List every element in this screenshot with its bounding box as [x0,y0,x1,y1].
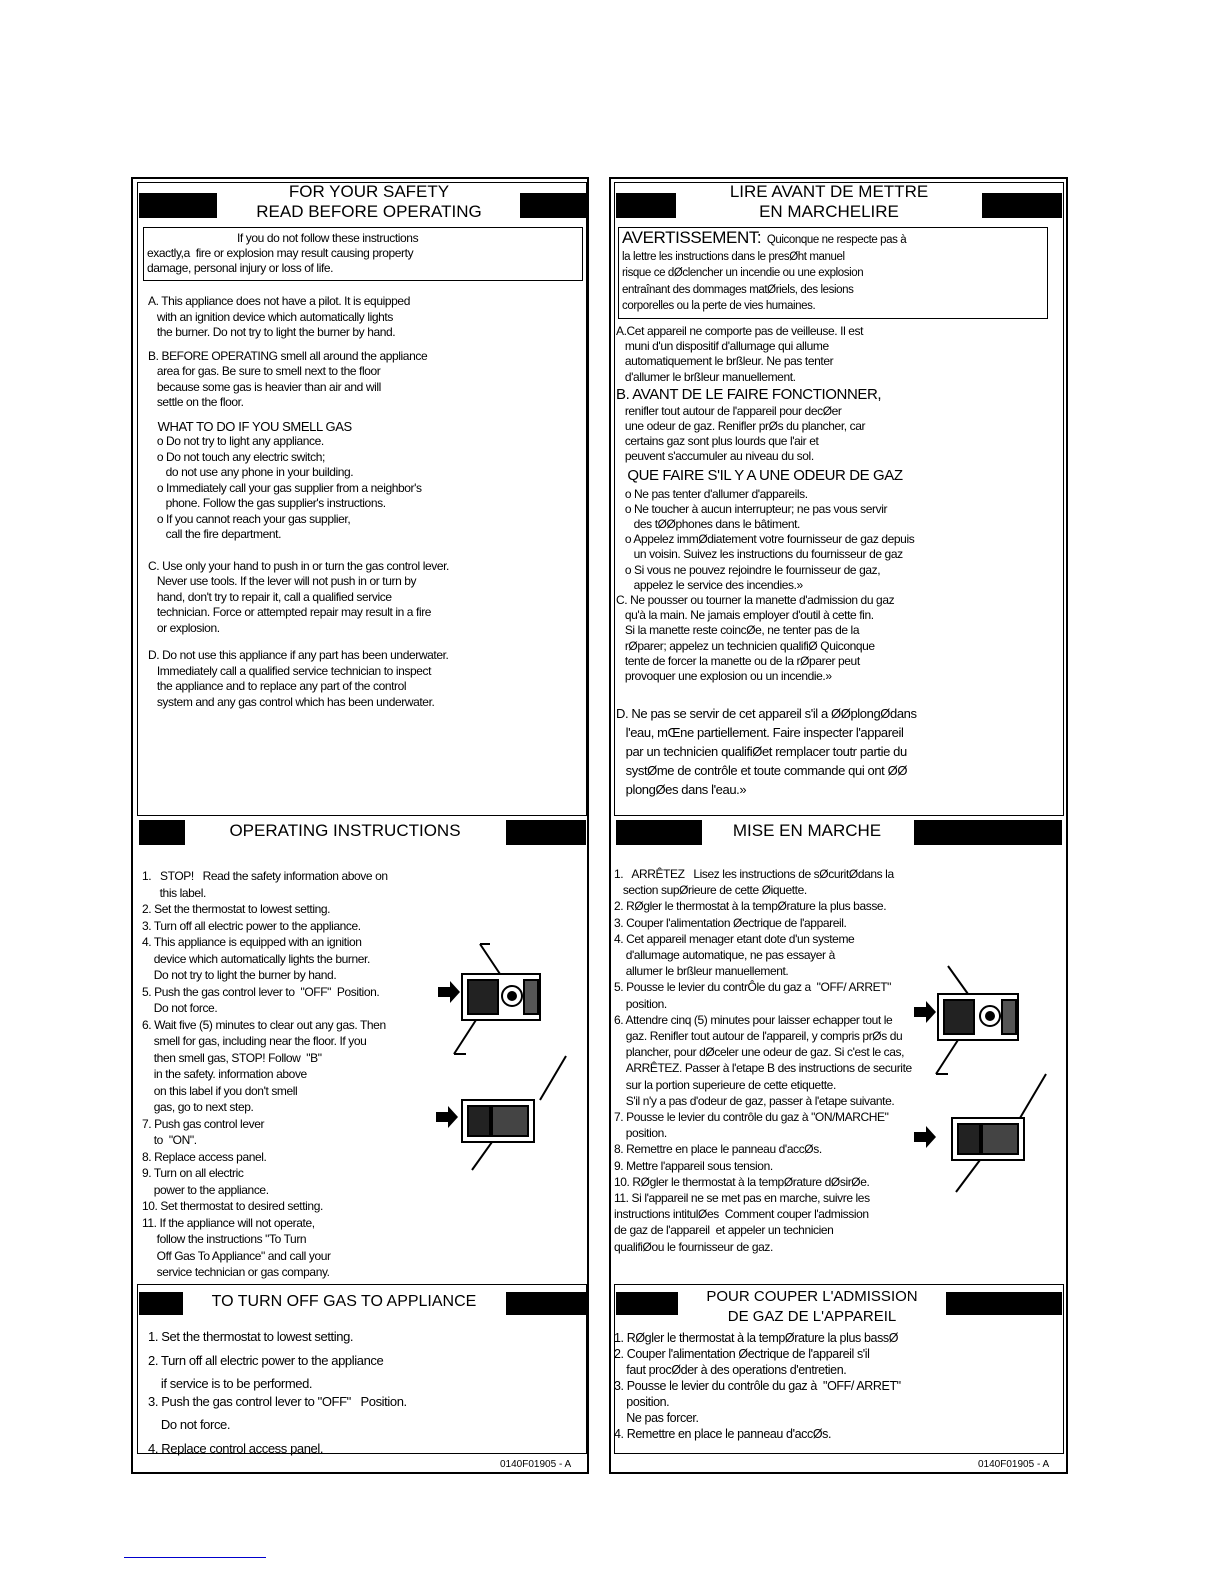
fr-warning-label: AVERTISSEMENT: [622,228,762,247]
fr-turnoff-title: POUR COUPER L'ADMISSION DE GAZ DE L'APPAREIL [706,1288,918,1325]
arrow-icon [436,1106,458,1128]
fr-safety-bar-right [982,193,1062,218]
fr-turnoff-bar-left [616,1292,678,1315]
footnote-separator [124,1557,266,1558]
fr-gas-valve-illustration [912,962,1062,1194]
gas-valve-off-icon [454,944,540,1054]
en-turnoff-bar-left [139,1292,183,1315]
arrow-icon [914,1126,936,1148]
gas-valve-off-icon [936,966,1018,1074]
fr-operating-text: 1. ARRÊTEZ Lisez les instructions de sØcuritØdans la section supØrieure de cette Øiquette. 2. RØgler le thermostat à la tempØrature la plus basse. 3. Couper l'alimentation Øectrique de l'appareil. 4. Cet appareil menager etant dote d'un systeme d'allumage automatique, ne pas essayer à allumer le brßleur manuellement. 5. Pousse le levier du contrÔle du gaz a "OFF/ ARRET" position. 6. Attendre cinq (5) minutes pour laisser echapper tout le gaz. Renifler tout autour de l'appareil, y compris prØs du plancher, pour dØceler une odeur de gaz. Si c'est le cas, ARRÊTEZ. Passer à l'etape B des instructions de securite sur la portion superieure de cette etiquette. S'il n'y a pas d'odeur de gaz, passer à l'etape suivante. 7. Pousse le levier du contrôle du gaz à "ON/MARCHE" position. 8. Remettre en place le panneau d'accØs. 9. Mettre l'appareil sous tension. 10. RØgler le thermostat à la tempØrature dØsirØe. 11. Si l'appareil ne se met pas en marche, suivre les instructions intitulØes Comment couper l'admission de gaz de l'appareil et appeler un technicien qualifiØou le fournisseur de gaz. [614,867,912,1254]
en-operating-bar-right [506,820,586,845]
en-turnoff-text: 1. Set the thermostat to lowest setting. 2. Turn off all electric power to the appliance if service is to be performed. 3. Push the gas control lever to "OFF" Position. Do not force. 4. Replace control access panel. [148,1329,407,1456]
en-safety-text: A. This appliance does not have a pilot. It is equipped with an ignition device which automatically lights the burner. Do not try to light the burner by hand. B. BEFORE OPERATING smell all around the appliance area for gas. Be sure to smell next to the floor because some gas is heavier than air and will settle on the floor. WHAT TO DO IF YOU SMELL GAS o Do not try to light any appliance. o Do not touch any electric switch; do not use any phone in your building. o Immediately call your gas supplier from a neighbor's phone. Follow the gas supplier's instructions. o If you cannot reach your gas supplier, call the fire department. C. Use only your hand to push in or turn the gas control lever. Never use tools. If the lever will not push in or turn by hand, don't try to repair it, call a qualified service technician. Force or attempted repair may result in a fire or explosion. D. Do not use this appliance if any part has been underwater. Immediately call a qualified service technician to inspect the appliance and to replace any part of the control system and any gas control which has been underwater. [148,294,449,709]
fr-turnoff-text: 1. RØgler le thermostat à la tempØrature la plus bassØ 2. Couper l'alimentation Øectrique de l'appareil s'il faut procØder à des operations d'entretien. 3. Pousse le levier du contrôle du gaz à "OFF/ ARRET" position. Ne pas forcer. 4. Remettre en place le panneau d'accØs. [614,1331,901,1441]
en-gas-valve-illustration [432,940,582,1172]
gas-valve-on-icon [952,1074,1046,1192]
en-safety-title: FOR YOUR SAFETY READ BEFORE OPERATING [256,182,482,221]
arrow-icon [914,1001,936,1023]
en-part-code: 0140F01905 - A [500,1459,572,1470]
arrow-icon [438,981,460,1003]
fr-safety-text: A.Cet appareil ne comporte pas de veilleuse. Il est muni d'un dispositif d'allumage qui allume automatiquement le brßleur. Ne pas tenter d'allumer le brßleur manuellement. B. AVANT DE LE FAIRE FONCTIONNER, renifler tout autour de l'appareil pour decØer une odeur de gaz. Renifler prØs du plancher, car certains gaz sont plus lourds que l'air et peuvent s'accumuler au niveau du sol. QUE FAIRE S'IL Y A UNE ODEUR DE GAZ o Ne pas tenter d'allumer d'appareils. o Ne toucher à aucun interrupteur; ne pas vous servir des tØØphones dans le bâtiment. o Appelez immØdiatement votre fournisseur de gaz depuis un voisin. Suivez les instructions du fournisseur de gaz o Si vous ne pouvez rejoindre le fournisseur de gaz, appelez le service des incendies.» C. Ne pousser ou tourner la manette d'admission du gaz qu'à la main. Ne jamais employer d'outil à cette fin. Si la manette reste coincØe, ne tenter pas de la rØparer; appelez un technicien qualifiØ Quiconque tente de forcer la manette ou de la rØparer peut provoquer une explosion ou un incendie.» D. Ne pas se servir de cet appareil s'il a ØØplongØdans l'eau, mŒne partiellement. Faire inspecter l'appareil par un technicien qualifiØet remplacer toutr partie du systØme de contrôle et toute commande qui ont ØØ plongØes dans l'eau.» [616,324,917,798]
fr-safety-title: LIRE AVANT DE METTRE EN MARCHELIRE [729,182,929,221]
fr-operating-title: MISE EN MARCHE [732,821,882,840]
en-operating-title: OPERATING INSTRUCTIONS [229,821,461,840]
en-warning-text: If you do not follow these instructions exactly,a fire or explosion may result causing property damage, personal injury or loss of life. [147,231,419,275]
fr-safety-bar-left [616,193,676,218]
fr-operating-bar-right [914,820,1062,845]
fr-turnoff-bar-right [946,1292,1062,1315]
fr-operating-bar-left [616,820,702,845]
en-turnoff-bar-right [506,1292,586,1315]
fr-warning-text: AVERTISSEMENT: Quiconque ne respecte pas à la lettre les instructions dans le presØht manuel risque ce dØclencher un incendie ou une explosion entraînant des dommages matØriels, des lesions corporelles ou la perte de vies humaines. [622,228,907,312]
en-safety-bar-right [520,193,586,218]
en-safety-bar-left [139,193,217,218]
fr-part-code: 0140F01905 - A [978,1459,1050,1470]
en-operating-text: 1. STOP! Read the safety information above on this label. 2. Set the thermostat to lowest setting. 3. Turn off all electric power to the appliance. 4. This appliance is equipped with an ignition device which automatically lights the burner. Do not try to light the burner by hand. 5. Push the gas control lever to "OFF" Position. Do not force. 6. Wait five (5) minutes to clear out any gas. Then smell for gas, including near the floor. If you then smell gas, STOP! Follow "B" in the safety. information above on this label if you don't smell gas, go to next step. 7. Push gas control lever to "ON". 8. Replace access panel. 9. Turn on all electric power to the appliance. 10. Set thermostat to desired setting. 11. If the appliance will not operate, follow the instructions "To Turn Off Gas To Appliance" and call your service technician or gas company. [142,869,388,1279]
en-turnoff-title: TO TURN OFF GAS TO APPLIANCE [211,1293,477,1310]
gas-valve-on-icon [462,1056,566,1170]
en-operating-bar-left [139,820,185,845]
